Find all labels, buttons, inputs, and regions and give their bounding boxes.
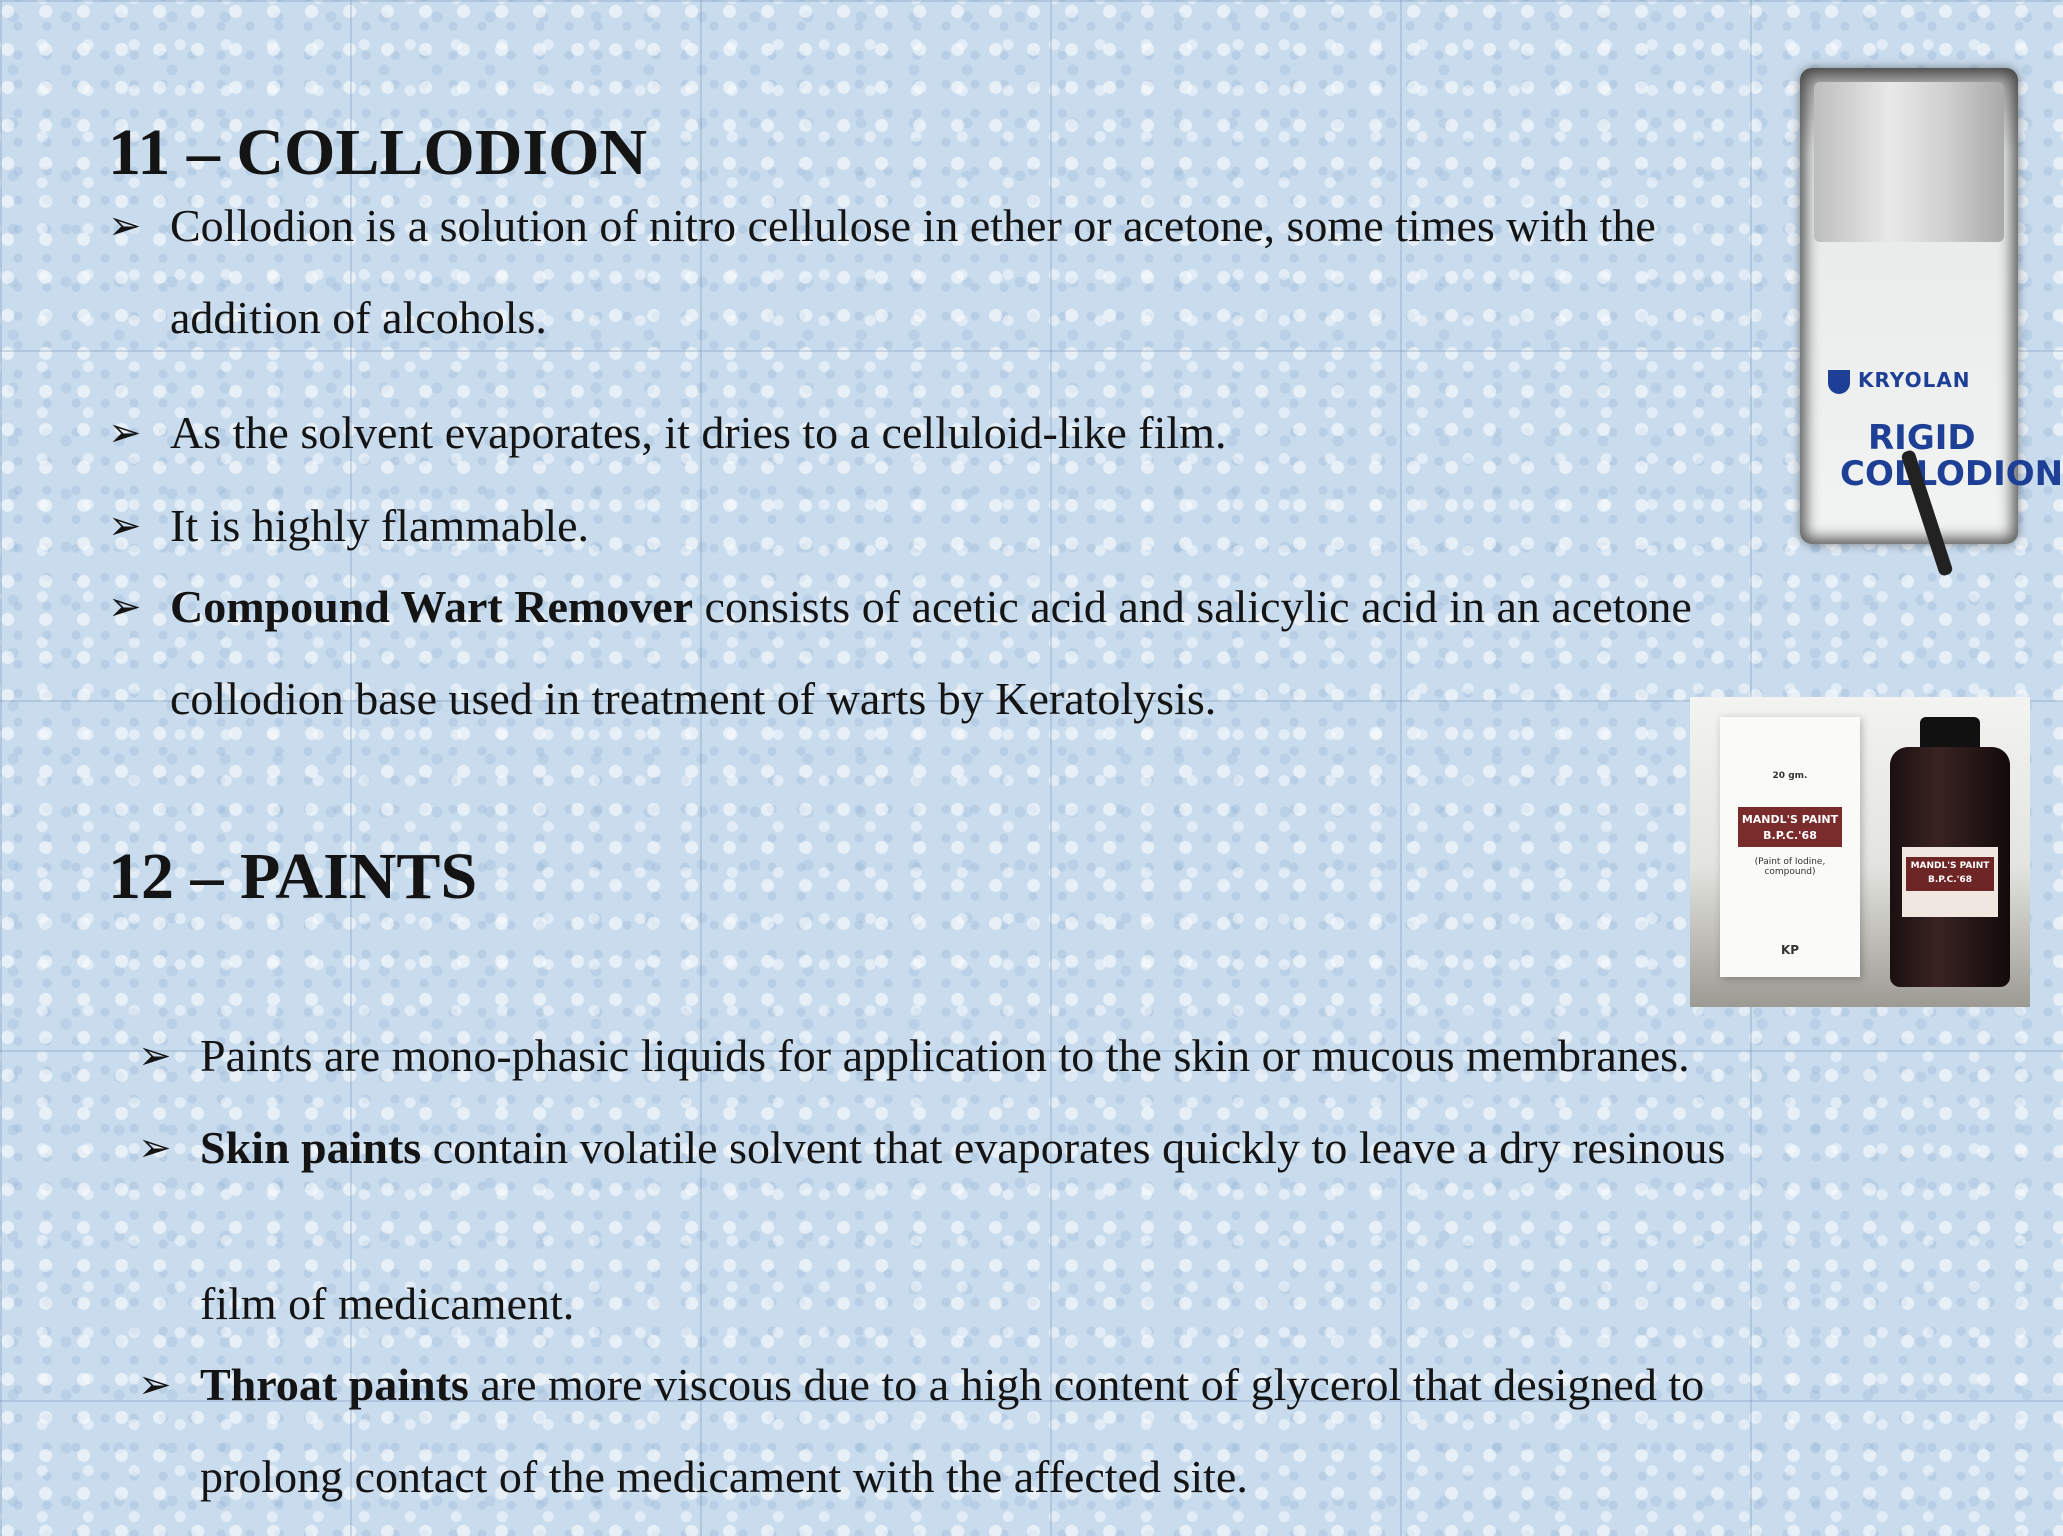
brand-name: KRYOLAN xyxy=(1858,368,1971,392)
bullet-text: contain volatile solvent that evaporates quickly to leave a dry resinous xyxy=(421,1122,1726,1173)
bullet-text: It is highly flammable. xyxy=(170,500,590,551)
product-line-1: RIGID xyxy=(1868,418,1976,458)
bullet-label: Compound Wart Remover xyxy=(170,581,694,632)
paint-box xyxy=(1720,717,1860,977)
bullet-collodion-definition xyxy=(108,180,1768,364)
bullet-compound-wart-remover xyxy=(108,561,1728,745)
box-weight: 20 gm. xyxy=(1772,771,1808,781)
product-line-2: COLLODION xyxy=(1840,454,2063,494)
box-subtitle: (Paint of Iodine, compound) xyxy=(1754,857,1826,877)
bullet-label: Throat paints xyxy=(200,1359,469,1410)
shield-logo-icon xyxy=(1828,370,1850,394)
paint-bottle xyxy=(1890,747,2010,987)
bullet-label: Skin paints xyxy=(200,1122,422,1173)
arrow-bullet-icon: ➢ xyxy=(138,1033,172,1078)
bullet-text: As the solvent evaporates, it dries to a celluloid-like film. xyxy=(170,407,1227,458)
collodion-bottle-image xyxy=(1800,68,2063,544)
kp-logo: KP xyxy=(1780,943,1800,957)
box-label-line-1: MANDL'S PAINT xyxy=(1741,813,1839,826)
bullet-text: consists of acetic acid and salicylic acid in an acetone collodion base used in treatment of warts by Keratolysis. xyxy=(170,581,1692,724)
arrow-bullet-icon: ➢ xyxy=(108,410,142,455)
heading-collodion: 11 – COLLODION xyxy=(108,116,648,189)
arrow-bullet-icon: ➢ xyxy=(108,203,142,248)
arrow-bullet-icon: ➢ xyxy=(138,1362,172,1407)
bullet-paints-definition xyxy=(138,1010,2038,1102)
box-label-line-2: B.P.C.'68 xyxy=(1763,829,1817,842)
bottle-cap xyxy=(1814,82,2004,242)
bullet-collodion-flammable xyxy=(108,480,1768,572)
bullet-text: film of medicament. xyxy=(200,1278,575,1329)
bullet-text: Collodion is a solution of nitro cellulose in ether or acetone, some times with the addition of alcohols. xyxy=(170,200,1656,343)
mandls-paint-image xyxy=(1690,697,2030,1007)
bullet-text: are more viscous due to a high content of glycerol that designed to prolong contact of the medicament with the affected site. xyxy=(200,1359,1705,1502)
arrow-bullet-icon: ➢ xyxy=(138,1125,172,1170)
arrow-bullet-icon: ➢ xyxy=(108,584,142,629)
bottle-label-line-2: B.P.C.'68 xyxy=(1928,875,1972,885)
bullet-collodion-evaporation xyxy=(108,387,1768,479)
bullet-skin-paints xyxy=(138,1118,1738,1178)
heading-paints: 12 – PAINTS xyxy=(108,840,478,913)
bottle-label xyxy=(1902,847,1998,917)
arrow-bullet-icon: ➢ xyxy=(108,503,142,548)
bullet-text: Paints are mono-phasic liquids for application to the skin or mucous membranes. xyxy=(200,1030,1690,1081)
bullet-skin-paints-continuation xyxy=(138,1258,1738,1350)
bottle-label-line-1: MANDL'S PAINT xyxy=(1910,861,1990,871)
bullet-throat-paints xyxy=(138,1339,1838,1523)
